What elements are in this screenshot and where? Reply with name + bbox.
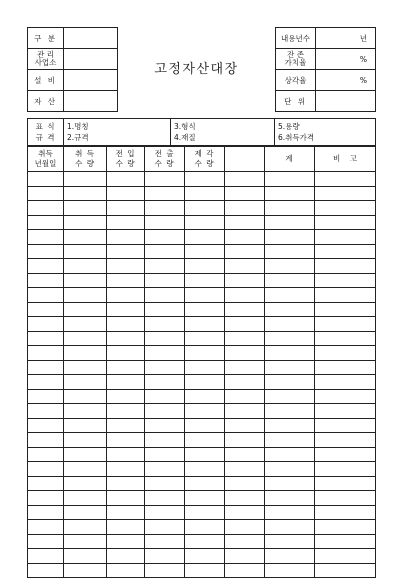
table-cell[interactable] xyxy=(315,244,376,259)
table-cell[interactable] xyxy=(28,230,64,245)
table-cell[interactable] xyxy=(107,346,145,361)
table-cell[interactable] xyxy=(145,288,185,303)
table-cell[interactable] xyxy=(265,404,315,419)
table-cell[interactable] xyxy=(28,273,64,288)
table-cell[interactable] xyxy=(64,462,107,477)
table-cell[interactable] xyxy=(225,331,265,346)
spec-table xyxy=(27,118,376,146)
table-cell[interactable] xyxy=(315,360,376,375)
table-cell[interactable] xyxy=(64,476,107,491)
table-cell[interactable] xyxy=(185,491,225,506)
facility-label: 설 비 xyxy=(28,70,64,91)
table-cell[interactable] xyxy=(64,186,107,201)
table-cell[interactable] xyxy=(145,230,185,245)
table-cell[interactable] xyxy=(185,433,225,448)
table-cell[interactable] xyxy=(315,215,376,230)
table-cell[interactable] xyxy=(107,375,145,390)
table-cell[interactable] xyxy=(107,418,145,433)
table-row xyxy=(28,476,376,491)
table-cell[interactable] xyxy=(107,331,145,346)
table-cell[interactable] xyxy=(107,462,145,477)
table-cell[interactable] xyxy=(145,375,185,390)
table-cell[interactable] xyxy=(185,331,225,346)
table-cell[interactable] xyxy=(64,491,107,506)
table-cell[interactable] xyxy=(225,505,265,520)
table-cell[interactable] xyxy=(107,215,145,230)
table-cell[interactable] xyxy=(28,549,64,564)
table-row xyxy=(28,360,376,375)
useful-life-value[interactable]: 년 xyxy=(316,28,376,49)
table-cell[interactable] xyxy=(145,317,185,332)
ledger-table xyxy=(27,146,376,578)
col-total: 계 xyxy=(265,147,315,172)
spec-type-material[interactable] xyxy=(171,119,275,146)
asset-value[interactable] xyxy=(64,91,118,112)
table-cell[interactable] xyxy=(107,317,145,332)
table-cell[interactable] xyxy=(265,288,315,303)
table-cell[interactable] xyxy=(315,259,376,274)
table-cell[interactable] xyxy=(225,201,265,216)
table-cell[interactable] xyxy=(315,433,376,448)
table-cell[interactable] xyxy=(28,418,64,433)
table-row xyxy=(28,433,376,448)
table-cell[interactable] xyxy=(265,563,315,578)
table-cell[interactable] xyxy=(315,317,376,332)
table-row xyxy=(28,186,376,201)
category-value[interactable] xyxy=(64,28,118,49)
spec-name-standard-text: 1.명칭 2.규격 xyxy=(67,122,89,142)
table-cell[interactable] xyxy=(145,418,185,433)
col-acquisition-qty-text: 취 득 수 량 xyxy=(75,149,95,168)
table-cell[interactable] xyxy=(265,259,315,274)
table-cell[interactable] xyxy=(107,476,145,491)
table-cell[interactable] xyxy=(265,302,315,317)
table-cell[interactable] xyxy=(265,244,315,259)
table-cell[interactable] xyxy=(315,520,376,535)
table-row xyxy=(28,375,376,390)
table-row xyxy=(28,534,376,549)
table-cell[interactable] xyxy=(145,201,185,216)
table-cell[interactable] xyxy=(185,230,225,245)
table-cell[interactable] xyxy=(64,505,107,520)
table-cell[interactable] xyxy=(145,549,185,564)
table-cell[interactable] xyxy=(145,273,185,288)
col-remarks: 비 고 xyxy=(315,147,376,172)
table-row xyxy=(28,288,376,303)
table-cell[interactable] xyxy=(225,447,265,462)
table-cell[interactable] xyxy=(107,505,145,520)
depreciation-rate-label: 상각율 xyxy=(276,70,316,91)
table-cell[interactable] xyxy=(64,273,107,288)
table-cell[interactable] xyxy=(64,201,107,216)
table-cell[interactable] xyxy=(107,491,145,506)
table-cell[interactable] xyxy=(28,505,64,520)
table-cell[interactable] xyxy=(145,505,185,520)
table-cell[interactable] xyxy=(28,288,64,303)
table-cell[interactable] xyxy=(225,317,265,332)
table-cell[interactable] xyxy=(225,346,265,361)
table-cell[interactable] xyxy=(107,549,145,564)
table-cell[interactable] xyxy=(315,375,376,390)
table-cell[interactable] xyxy=(185,389,225,404)
table-cell[interactable] xyxy=(185,273,225,288)
table-cell[interactable] xyxy=(28,520,64,535)
table-cell[interactable] xyxy=(225,433,265,448)
table-cell[interactable] xyxy=(28,534,64,549)
table-cell[interactable] xyxy=(28,447,64,462)
table-cell[interactable] xyxy=(64,172,107,187)
table-cell[interactable] xyxy=(64,375,107,390)
table-cell[interactable] xyxy=(265,418,315,433)
table-cell[interactable] xyxy=(64,346,107,361)
table-cell[interactable] xyxy=(265,230,315,245)
useful-life-label: 내용년수 xyxy=(276,28,316,49)
table-cell[interactable] xyxy=(185,244,225,259)
residual-rate-value[interactable]: % xyxy=(316,49,376,70)
table-cell[interactable] xyxy=(64,317,107,332)
table-cell[interactable] xyxy=(185,302,225,317)
depreciation-rate-value[interactable]: % xyxy=(316,70,376,91)
table-cell[interactable] xyxy=(185,520,225,535)
table-cell[interactable] xyxy=(315,302,376,317)
table-cell[interactable] xyxy=(64,259,107,274)
table-cell[interactable] xyxy=(107,389,145,404)
table-cell[interactable] xyxy=(185,462,225,477)
table-cell[interactable] xyxy=(225,360,265,375)
table-cell[interactable] xyxy=(185,404,225,419)
table-cell[interactable] xyxy=(315,186,376,201)
table-cell[interactable] xyxy=(107,447,145,462)
col-acquisition-date xyxy=(28,147,64,172)
table-cell[interactable] xyxy=(315,534,376,549)
table-cell[interactable] xyxy=(185,288,225,303)
spec-label-text: 표 식 규 격 xyxy=(35,122,56,142)
table-row xyxy=(28,418,376,433)
table-row xyxy=(28,302,376,317)
table-cell[interactable] xyxy=(107,360,145,375)
table-cell[interactable] xyxy=(64,360,107,375)
table-cell[interactable] xyxy=(28,244,64,259)
table-cell[interactable] xyxy=(225,563,265,578)
table-cell[interactable] xyxy=(315,447,376,462)
table-cell[interactable] xyxy=(64,230,107,245)
table-cell[interactable] xyxy=(265,360,315,375)
table-cell[interactable] xyxy=(145,447,185,462)
table-cell[interactable] xyxy=(145,476,185,491)
table-cell[interactable] xyxy=(64,418,107,433)
table-cell[interactable] xyxy=(28,491,64,506)
table-cell[interactable] xyxy=(225,491,265,506)
table-cell[interactable] xyxy=(225,302,265,317)
table-row xyxy=(28,520,376,535)
table-cell[interactable] xyxy=(28,404,64,419)
table-cell[interactable] xyxy=(28,375,64,390)
managing-office-label-text: 관 리 사업소 xyxy=(34,50,57,67)
table-cell[interactable] xyxy=(225,549,265,564)
table-cell[interactable] xyxy=(315,201,376,216)
table-cell[interactable] xyxy=(145,520,185,535)
unit-label: 단 위 xyxy=(276,91,316,112)
table-cell[interactable] xyxy=(265,491,315,506)
table-cell[interactable] xyxy=(28,201,64,216)
table-row xyxy=(28,447,376,462)
table-cell[interactable] xyxy=(28,215,64,230)
table-cell[interactable] xyxy=(315,230,376,245)
table-cell[interactable] xyxy=(145,563,185,578)
table-cell[interactable] xyxy=(28,346,64,361)
table-cell[interactable] xyxy=(225,404,265,419)
table-cell[interactable] xyxy=(107,201,145,216)
category-label: 구 분 xyxy=(28,28,64,49)
table-cell[interactable] xyxy=(185,186,225,201)
table-cell[interactable] xyxy=(225,215,265,230)
facility-value[interactable] xyxy=(64,70,118,91)
table-cell[interactable] xyxy=(64,389,107,404)
table-cell[interactable] xyxy=(185,215,225,230)
table-cell[interactable] xyxy=(315,331,376,346)
table-row xyxy=(28,389,376,404)
col-transfer-in-qty xyxy=(107,147,145,172)
table-cell[interactable] xyxy=(28,259,64,274)
table-cell[interactable] xyxy=(145,346,185,361)
table-cell[interactable] xyxy=(64,302,107,317)
page-title: 고정자산대장 xyxy=(118,28,276,112)
table-cell[interactable] xyxy=(315,549,376,564)
table-cell[interactable] xyxy=(107,433,145,448)
table-cell[interactable] xyxy=(28,563,64,578)
table-cell[interactable] xyxy=(315,476,376,491)
table-cell[interactable] xyxy=(315,273,376,288)
table-cell[interactable] xyxy=(315,418,376,433)
table-cell[interactable] xyxy=(145,534,185,549)
table-row xyxy=(28,201,376,216)
table-cell[interactable] xyxy=(225,230,265,245)
table-cell[interactable] xyxy=(185,447,225,462)
col-transfer-out-qty xyxy=(145,147,185,172)
table-row xyxy=(28,244,376,259)
table-cell[interactable] xyxy=(265,215,315,230)
table-cell[interactable] xyxy=(315,491,376,506)
table-cell[interactable] xyxy=(28,389,64,404)
table-cell[interactable] xyxy=(225,288,265,303)
ledger-body xyxy=(28,172,376,578)
table-cell[interactable] xyxy=(225,534,265,549)
table-cell[interactable] xyxy=(107,302,145,317)
table-cell[interactable] xyxy=(185,505,225,520)
table-cell[interactable] xyxy=(265,534,315,549)
asset-label: 자 산 xyxy=(28,91,64,112)
managing-office-value[interactable] xyxy=(64,49,118,70)
table-row xyxy=(28,215,376,230)
table-cell[interactable] xyxy=(28,433,64,448)
table-cell[interactable] xyxy=(107,186,145,201)
table-cell[interactable] xyxy=(64,433,107,448)
unit-value[interactable] xyxy=(316,91,376,112)
table-row xyxy=(28,273,376,288)
table-row xyxy=(28,491,376,506)
table-cell[interactable] xyxy=(225,389,265,404)
table-cell[interactable] xyxy=(107,259,145,274)
table-row xyxy=(28,346,376,361)
table-cell[interactable] xyxy=(315,505,376,520)
spec-capacity-price-text: 5.용량 6.취득가격 xyxy=(278,122,315,142)
table-cell[interactable] xyxy=(185,317,225,332)
spec-capacity-price[interactable] xyxy=(275,119,376,146)
table-cell[interactable] xyxy=(225,259,265,274)
table-cell[interactable] xyxy=(265,273,315,288)
table-cell[interactable] xyxy=(265,346,315,361)
table-cell[interactable] xyxy=(265,433,315,448)
spec-name-standard[interactable] xyxy=(64,119,171,146)
table-cell[interactable] xyxy=(185,360,225,375)
table-cell[interactable] xyxy=(64,288,107,303)
table-cell[interactable] xyxy=(64,549,107,564)
table-cell[interactable] xyxy=(185,534,225,549)
table-cell[interactable] xyxy=(28,302,64,317)
table-cell[interactable] xyxy=(265,505,315,520)
table-cell[interactable] xyxy=(225,462,265,477)
table-cell[interactable] xyxy=(107,172,145,187)
table-cell[interactable] xyxy=(265,462,315,477)
table-cell[interactable] xyxy=(265,172,315,187)
table-cell[interactable] xyxy=(145,491,185,506)
table-cell[interactable] xyxy=(225,418,265,433)
table-cell[interactable] xyxy=(185,201,225,216)
table-cell[interactable] xyxy=(64,215,107,230)
col-transfer-out-qty-text: 전 출 수 량 xyxy=(154,149,175,168)
managing-office-label xyxy=(28,49,64,70)
table-cell[interactable] xyxy=(315,288,376,303)
table-cell[interactable] xyxy=(145,433,185,448)
table-cell[interactable] xyxy=(107,404,145,419)
table-cell[interactable] xyxy=(185,418,225,433)
table-cell[interactable] xyxy=(28,476,64,491)
table-cell[interactable] xyxy=(28,317,64,332)
table-cell[interactable] xyxy=(145,331,185,346)
table-cell[interactable] xyxy=(145,404,185,419)
col-blank xyxy=(225,147,265,172)
table-cell[interactable] xyxy=(145,244,185,259)
table-row xyxy=(28,172,376,187)
table-cell[interactable] xyxy=(185,259,225,274)
table-cell[interactable] xyxy=(265,186,315,201)
col-acquisition-qty xyxy=(64,147,107,172)
table-cell[interactable] xyxy=(145,215,185,230)
table-cell[interactable] xyxy=(185,375,225,390)
table-cell[interactable] xyxy=(265,201,315,216)
table-cell[interactable] xyxy=(265,317,315,332)
table-cell[interactable] xyxy=(265,375,315,390)
table-cell[interactable] xyxy=(225,375,265,390)
table-cell[interactable] xyxy=(315,172,376,187)
table-cell[interactable] xyxy=(145,259,185,274)
table-row xyxy=(28,331,376,346)
table-cell[interactable] xyxy=(265,520,315,535)
table-cell[interactable] xyxy=(107,230,145,245)
table-cell[interactable] xyxy=(265,549,315,564)
table-cell[interactable] xyxy=(185,563,225,578)
residual-rate-label xyxy=(276,49,316,70)
table-cell[interactable] xyxy=(64,534,107,549)
table-row xyxy=(28,404,376,419)
table-cell[interactable] xyxy=(145,172,185,187)
col-disposal-qty xyxy=(185,147,225,172)
col-transfer-in-qty-text: 전 입 수 량 xyxy=(115,149,136,168)
table-row xyxy=(28,549,376,564)
table-cell[interactable] xyxy=(107,288,145,303)
table-cell[interactable] xyxy=(225,172,265,187)
table-cell[interactable] xyxy=(265,389,315,404)
col-disposal-qty-text: 제 각 수 량 xyxy=(194,149,215,168)
table-cell[interactable] xyxy=(107,563,145,578)
table-cell[interactable] xyxy=(315,462,376,477)
table-cell[interactable] xyxy=(64,563,107,578)
table-cell[interactable] xyxy=(185,346,225,361)
table-cell[interactable] xyxy=(315,389,376,404)
table-cell[interactable] xyxy=(107,244,145,259)
table-row xyxy=(28,505,376,520)
table-cell[interactable] xyxy=(107,273,145,288)
table-cell[interactable] xyxy=(64,331,107,346)
table-cell[interactable] xyxy=(185,549,225,564)
spec-type-material-text: 3.형식 4.재질 xyxy=(174,122,196,142)
table-row xyxy=(28,259,376,274)
table-cell[interactable] xyxy=(64,404,107,419)
table-row xyxy=(28,462,376,477)
table-cell[interactable] xyxy=(185,476,225,491)
table-row xyxy=(28,317,376,332)
table-cell[interactable] xyxy=(28,172,64,187)
table-cell[interactable] xyxy=(225,520,265,535)
table-cell[interactable] xyxy=(145,360,185,375)
table-cell[interactable] xyxy=(145,302,185,317)
spec-label xyxy=(28,119,64,146)
table-cell[interactable] xyxy=(265,331,315,346)
table-cell[interactable] xyxy=(64,447,107,462)
table-cell[interactable] xyxy=(64,244,107,259)
table-cell[interactable] xyxy=(145,462,185,477)
table-cell[interactable] xyxy=(28,360,64,375)
table-cell[interactable] xyxy=(145,186,185,201)
table-cell[interactable] xyxy=(185,172,225,187)
header-table xyxy=(27,27,376,112)
asset-ledger-form xyxy=(27,27,375,578)
table-cell[interactable] xyxy=(28,331,64,346)
table-cell[interactable] xyxy=(64,520,107,535)
table-cell[interactable] xyxy=(265,447,315,462)
table-row xyxy=(28,230,376,245)
table-cell[interactable] xyxy=(315,563,376,578)
table-cell[interactable] xyxy=(315,404,376,419)
table-cell[interactable] xyxy=(28,186,64,201)
table-cell[interactable] xyxy=(225,186,265,201)
table-row xyxy=(28,563,376,578)
table-cell[interactable] xyxy=(225,273,265,288)
table-cell[interactable] xyxy=(107,534,145,549)
residual-rate-label-text: 잔 존 가치율 xyxy=(284,50,307,67)
table-cell[interactable] xyxy=(145,389,185,404)
table-cell[interactable] xyxy=(315,346,376,361)
table-cell[interactable] xyxy=(225,476,265,491)
table-cell[interactable] xyxy=(107,520,145,535)
table-cell[interactable] xyxy=(28,462,64,477)
table-cell[interactable] xyxy=(265,476,315,491)
table-cell[interactable] xyxy=(225,244,265,259)
col-acquisition-date-text: 취득 년월일 xyxy=(34,149,57,168)
